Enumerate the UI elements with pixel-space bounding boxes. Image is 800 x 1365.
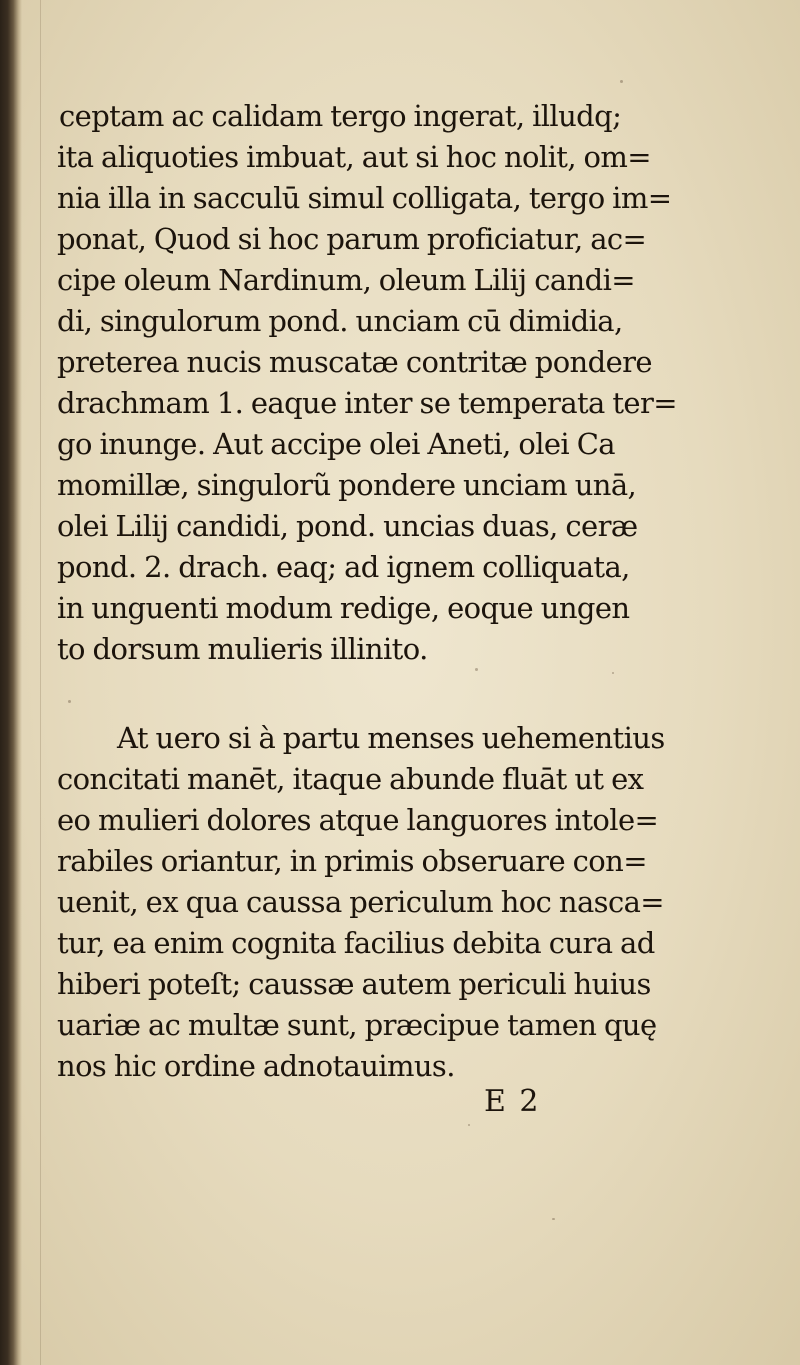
text-line: ponat, Quod si hoc parum proficiatur, ac= bbox=[57, 222, 647, 256]
text-line: uariæ ac multæ sunt, præcipue tamen quę bbox=[57, 1008, 657, 1042]
text-line: concitati manēt, itaque abunde fluāt ut ex bbox=[57, 762, 644, 796]
signature-mark: E 2 bbox=[484, 1084, 541, 1119]
text-line: nos hic ordine adnotauimus. bbox=[57, 1049, 455, 1083]
text-line: ita aliquoties imbuat, aut si hoc nolit, om= bbox=[57, 140, 652, 174]
text-line: olei Lilij candidi, pond. uncias duas, ceræ bbox=[57, 509, 638, 543]
text-line: momillæ, singulorũ pondere unciam unā, bbox=[57, 468, 637, 502]
page-gutter-shadow bbox=[0, 0, 22, 1365]
text-line: go inunge. Aut accipe olei Aneti, olei Ca bbox=[57, 427, 616, 461]
paragraph-2 bbox=[57, 718, 707, 1087]
text-line: preterea nucis muscatæ contritæ pondere bbox=[57, 345, 652, 379]
text-line: hiberi poteſt; caussæ autem periculi huius bbox=[57, 967, 651, 1001]
text-line: nia illa in sacculū simul colligata, tergo im= bbox=[57, 181, 672, 215]
text-line: tur, ea enim cognita facilius debita cura ad bbox=[57, 926, 655, 960]
text-line: ceptam ac calidam tergo ingerat, illudq; bbox=[59, 99, 622, 133]
text-line: cipe oleum Nardinum, oleum Lilij candi= bbox=[57, 263, 635, 297]
text-line: At uero si à partu menses uehementius bbox=[117, 721, 665, 755]
page-fold-line bbox=[40, 0, 41, 1365]
text-line: in unguenti modum redige, eoque ungen bbox=[57, 591, 630, 625]
text-line: eo mulieri dolores atque languores intole= bbox=[57, 803, 659, 837]
text-line: di, singulorum pond. unciam cū dimidia, bbox=[57, 304, 623, 338]
text-line: to dorsum mulieris illinito. bbox=[57, 632, 428, 666]
text-line: rabiles oriantur, in primis obseruare con= bbox=[57, 844, 647, 878]
text-line: drachmam 1. eaque inter se temperata ter= bbox=[57, 386, 677, 420]
paragraph-1 bbox=[57, 96, 707, 670]
text-line: pond. 2. drach. eaq; ad ignem colliquata, bbox=[57, 550, 630, 584]
main-text bbox=[57, 96, 707, 1087]
text-line: uenit, ex qua caussa periculum hoc nasca= bbox=[57, 885, 664, 919]
